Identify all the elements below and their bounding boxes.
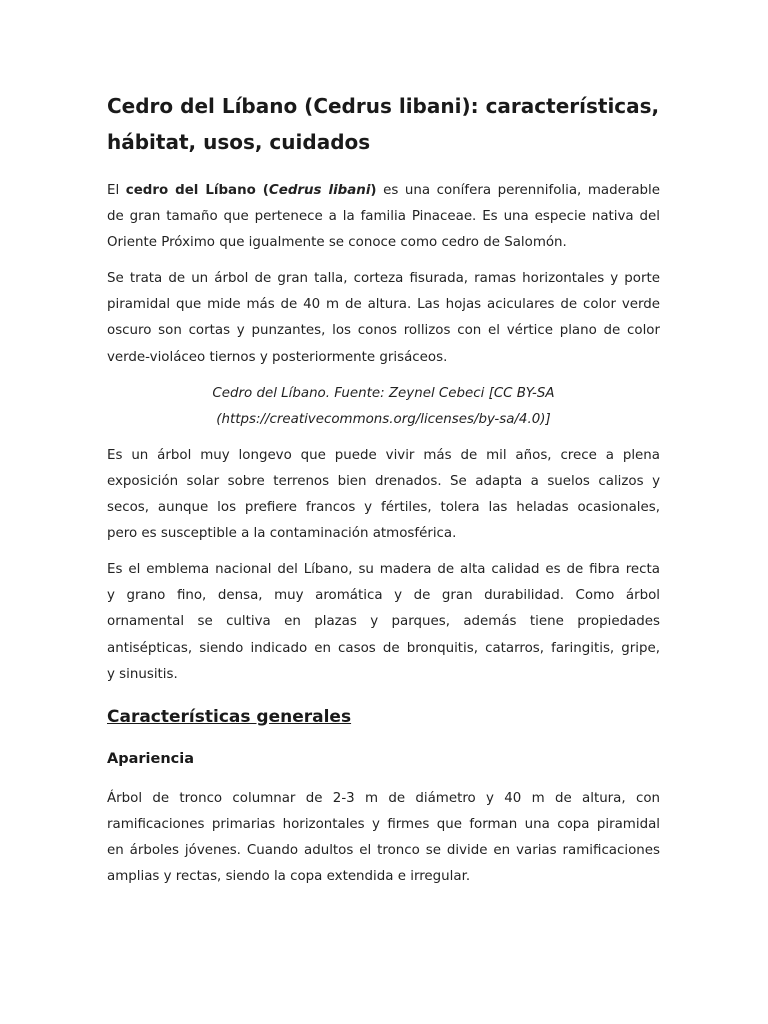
title-line: Cedro del Líbano (Cedrus libani): características, (107, 94, 660, 118)
intro-lead-text: El (107, 183, 126, 198)
paragraph-line: ramificaciones primarias horizontales y firmes que forman una copa piramidal (107, 816, 660, 832)
paragraph-line: Se trata de un árbol de gran talla, corteza fisurada, ramas horizontales y porte (107, 271, 660, 287)
paragraph-line: en árboles jóvenes. Cuando adultos el tronco se divide en varias ramificaciones (107, 842, 660, 858)
caption-line: (https://creativecommons.org/licenses/by-sa/4.0)] (216, 411, 551, 427)
caption-line: Cedro del Líbano. Fuente: Zeynel Cebeci [CC BY-SA (212, 385, 555, 401)
paragraph-line: y sinusitis. (107, 666, 178, 682)
appearance-paragraph (107, 786, 660, 890)
paragraph-line: piramidal que mide más de 40 m de altura. Las hojas aciculares de color verde (107, 297, 660, 313)
paragraph-line: secos, aunque los prefiere francos y fértiles, tolera las heladas ocasionales, (107, 500, 660, 516)
paragraph-line: Es un árbol muy longevo que puede vivir más de mil años, crece a plena (107, 447, 660, 463)
paragraph-line: y grano fino, densa, muy aromática y de gran durabilidad. Como árbol (107, 588, 660, 604)
paragraph-line: Oriente Próximo que igualmente se conoce como cedro de Salomón. (107, 235, 567, 251)
paragraph-line: exposición solar sobre terrenos bien drenados. Se adapta a suelos calizos y (107, 473, 660, 489)
intro-paragraph (107, 178, 660, 256)
subsection-heading: Apariencia (107, 750, 195, 767)
uses-paragraph (107, 557, 660, 687)
intro-lead-bold: cedro del Líbano ( (125, 183, 269, 198)
paragraph-line: pero es susceptible a la contaminación atmosférica. (107, 526, 457, 542)
paragraph-line: amplias y rectas, siendo la copa extendida e irregular. (107, 868, 471, 884)
paragraph-line: Árbol de tronco columnar de 2-3 m de diámetro y 40 m de altura, con (107, 790, 660, 806)
paragraph-line: verde-violáceo tiernos y posteriormente grisáceos. (107, 349, 448, 365)
title-line: hábitat, usos, cuidados (107, 130, 371, 154)
intro-line-rest: es una conífera perennifolia, maderable (376, 183, 661, 198)
section-heading: Características generales (107, 706, 352, 727)
paragraph-line: ornamental se cultiva en plazas y parques, además tiene propiedades (107, 614, 660, 630)
scientific-name: Cedrus libani (268, 183, 371, 198)
paragraph-line (107, 178, 660, 204)
article-title (107, 88, 660, 160)
habitat-paragraph (107, 443, 660, 547)
paragraph-line: de gran tamaño que pertenece a la familia Pinaceae. Es una especie nativa del (107, 209, 660, 225)
description-paragraph (107, 266, 660, 370)
paragraph-line: Es el emblema nacional del Líbano, su madera de alta calidad es de fibra recta (107, 562, 660, 578)
image-caption (107, 381, 660, 433)
intro-lead-bold-close: ) (370, 183, 377, 198)
document-page (107, 88, 660, 900)
paragraph-line: antisépticas, siendo indicado en casos de bronquitis, catarros, faringitis, gripe, (107, 640, 660, 656)
paragraph-line: oscuro son cortas y punzantes, los conos rollizos con el vértice plano de color (107, 323, 660, 339)
